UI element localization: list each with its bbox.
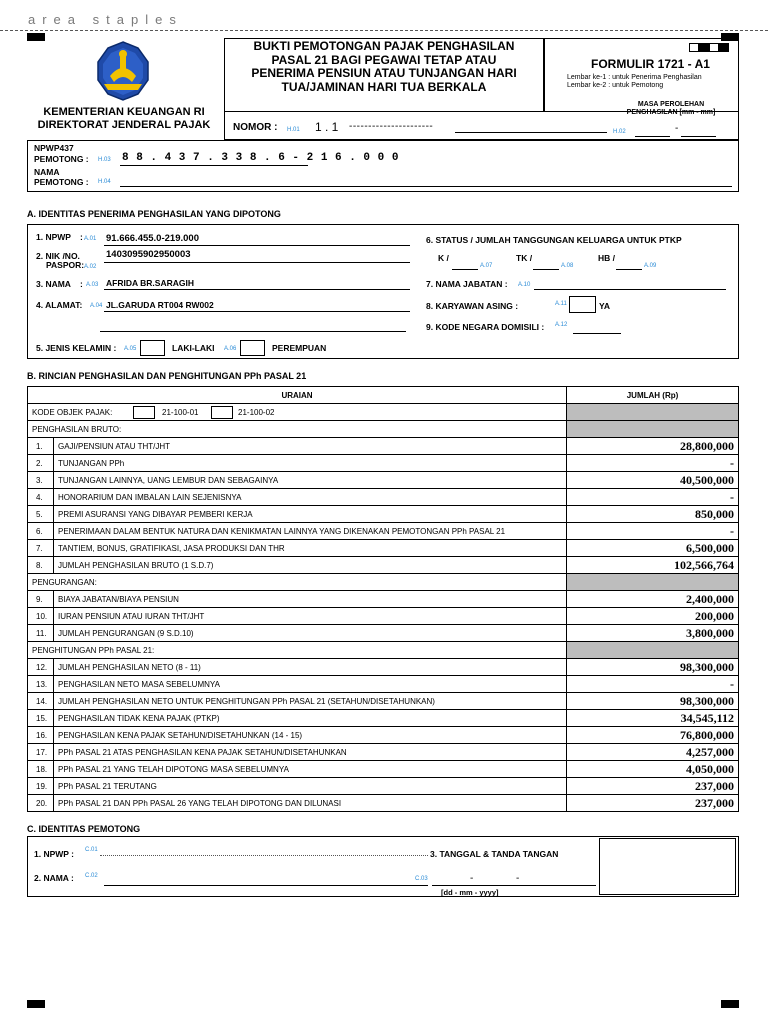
row-description: PENGHASILAN KENA PAJAK SETAHUN/DISETAHUNKAN (14 - 15)	[54, 727, 567, 744]
kode-objek-amount-cell	[567, 404, 739, 421]
penghitungan-title-row	[28, 642, 739, 659]
table-row	[28, 778, 739, 795]
kode-2-checkbox[interactable]	[211, 406, 233, 419]
row-description: PPh PASAL 21 DAN PPh PASAL 26 YANG TELAH DIPOTONG DAN DILUNASI	[54, 795, 567, 812]
row-description: PPh PASAL 21 TERUTANG	[54, 778, 567, 795]
negara-domisili-code: A.12	[555, 322, 568, 328]
table-row	[28, 506, 739, 523]
row-description: JUMLAH PENGHASILAN BRUTO (1 S.D.7)	[54, 557, 567, 574]
form-title-line-4: TUA/JAMINAN HARI TUA BERKALA	[281, 79, 487, 94]
row-amount[interactable]: 200,000	[567, 608, 739, 625]
table-row	[28, 472, 739, 489]
nomor-input-line[interactable]	[455, 132, 607, 133]
row-number: 8.	[28, 557, 54, 574]
top-cut-line	[0, 30, 768, 31]
nik-code: A.02	[84, 264, 97, 270]
row-amount[interactable]: -	[567, 523, 739, 540]
table-row	[28, 540, 739, 557]
row-amount[interactable]: -	[567, 676, 739, 693]
npwp-pemotong-label: NPWP437	[34, 143, 74, 153]
nik-value: 1403095902950003	[106, 249, 191, 260]
nik-label: 2. NIK /NO.	[36, 251, 80, 261]
masa-perolehan-label: MASA PEROLEHAN	[637, 101, 705, 108]
nama-pemotong-label-2: PEMOTONG :	[34, 177, 89, 187]
corner-mark-top-left	[27, 33, 45, 41]
karyawan-asing-checkbox[interactable]	[569, 296, 596, 313]
row-amount[interactable]: 4,050,000	[567, 761, 739, 778]
row-description: GAJI/PENSIUN ATAU THT/JHT	[54, 438, 567, 455]
masa-from-line[interactable]	[635, 136, 670, 137]
row-number: 2.	[28, 455, 54, 472]
signature-box[interactable]	[599, 838, 736, 895]
laki-laki-checkbox[interactable]	[140, 340, 165, 356]
row-number: 19.	[28, 778, 54, 795]
row-amount[interactable]: 3,800,000	[567, 625, 739, 642]
npwp-penerima-underline	[104, 245, 410, 246]
section-a-title: A. IDENTITAS PENERIMA PENGHASILAN YANG DIPOTONG	[27, 209, 281, 219]
directorate-name: DIREKTORAT JENDERAL PAJAK	[37, 119, 211, 131]
row-description: PREMI ASURANSI YANG DIBAYAR PEMBERI KERJA	[54, 506, 567, 523]
form-number: FORMULIR 1721 - A1	[591, 57, 710, 71]
corner-mark-bottom-right	[721, 1000, 739, 1008]
nama-penerima-value: AFRIDA BR.SARAGIH	[106, 278, 194, 288]
row-amount[interactable]: 98,300,000	[567, 693, 739, 710]
row-amount[interactable]: 850,000	[567, 506, 739, 523]
row-amount[interactable]: 76,800,000	[567, 727, 739, 744]
table-row	[28, 744, 739, 761]
alamat-code: A.04	[90, 303, 103, 309]
row-number: 3.	[28, 472, 54, 489]
masa-to-line[interactable]	[681, 136, 716, 137]
row-number: 5.	[28, 506, 54, 523]
table-row	[28, 625, 739, 642]
nik-underline	[104, 262, 410, 263]
masa-penghasilan-label: PENGHASILAN [mm - mm]	[626, 109, 716, 116]
section-c-title: C. IDENTITAS PEMOTONG	[27, 824, 141, 834]
row-amount[interactable]: 34,545,112	[567, 710, 739, 727]
perempuan-checkbox[interactable]	[240, 340, 265, 356]
karyawan-asing-code: A.11	[555, 301, 567, 307]
kode-1-checkbox[interactable]	[133, 406, 155, 419]
row-amount[interactable]: -	[567, 455, 739, 472]
nama-penerima-code: A.03	[86, 282, 99, 288]
row-description: PENERIMAAN DALAM BENTUK NATURA DAN KENIKMATAN LAINNYA YANG DIKENAKAN PEMOTONGAN PPh PASAL 21	[54, 523, 567, 540]
form-title-line-2: PASAL 21 BAGI PEGAWAI TETAP ATAU	[271, 52, 497, 67]
nama-penerima-underline	[104, 289, 410, 290]
penghasilan-bruto-title: PENGHASILAN BRUTO:	[28, 421, 567, 438]
table-row	[28, 608, 739, 625]
tanggal-ttd-label: 3. TANGGAL & TANDA TANGAN	[430, 849, 559, 859]
table-row	[28, 557, 739, 574]
npwp-penerima-colon: :	[80, 232, 83, 242]
nomor-prefix: 1 . 1	[315, 120, 339, 134]
k-code: A.07	[480, 263, 493, 269]
row-description: PENGHASILAN NETO MASA SEBELUMNYA	[54, 676, 567, 693]
perempuan-label: PEREMPUAN	[272, 343, 327, 353]
nama-pemotong-c-field[interactable]	[104, 885, 428, 886]
alamat-underline-2[interactable]	[100, 331, 406, 332]
row-number: 16.	[28, 727, 54, 744]
row-number: 7.	[28, 540, 54, 557]
col-jumlah-header: JUMLAH (Rp)	[567, 387, 739, 404]
kode-1-label: 21-100-01	[162, 408, 199, 417]
table-row	[28, 710, 739, 727]
alamat-label: 4. ALAMAT:	[36, 300, 83, 310]
penghitungan-title: PENGHITUNGAN PPh PASAL 21:	[28, 642, 567, 659]
row-number: 18.	[28, 761, 54, 778]
jabatan-code: A.10	[518, 282, 531, 288]
penghitungan-title-amount-cell	[567, 642, 739, 659]
row-amount[interactable]: 2,400,000	[567, 591, 739, 608]
penghasilan-bruto-title-row	[28, 421, 739, 438]
lembar-2-note: Lembar ke-2 : untuk Pemotong	[567, 82, 664, 89]
row-number: 17.	[28, 744, 54, 761]
row-amount[interactable]: 4,257,000	[567, 744, 739, 761]
nama-penerima-colon: :	[80, 279, 83, 289]
npwp-pemotong-c-code: C.01	[85, 847, 98, 853]
row-number: 12.	[28, 659, 54, 676]
row-amount[interactable]: 6,500,000	[567, 540, 739, 557]
table-row	[28, 489, 739, 506]
row-description: PPh PASAL 21 ATAS PENGHASILAN KENA PAJAK SETAHUN/DISETAHUNKAN	[54, 744, 567, 761]
npwp-pemotong-code: H.03	[98, 157, 111, 163]
nama-pemotong-label: NAMA	[34, 167, 60, 177]
nama-pemotong-c-label: 2. NAMA :	[34, 873, 74, 883]
row-amount[interactable]: -	[567, 489, 739, 506]
row-description: PPh PASAL 21 YANG TELAH DIPOTONG MASA SEBELUMNYA	[54, 761, 567, 778]
row-description: HONORARIUM DAN IMBALAN LAIN SEJENISNYA	[54, 489, 567, 506]
tanggal-code: C.03	[415, 876, 428, 882]
row-description: JUMLAH PENGURANGAN (9 S.D.10)	[54, 625, 567, 642]
row-number: 11.	[28, 625, 54, 642]
tanggal-field[interactable]	[432, 885, 596, 886]
row-amount[interactable]: 237,000	[567, 778, 739, 795]
row-amount[interactable]: 98,300,000	[567, 659, 739, 676]
table-row	[28, 761, 739, 778]
laki-laki-label: LAKI-LAKI	[172, 343, 215, 353]
pengurangan-title: PENGURANGAN:	[28, 574, 567, 591]
jk-code-2: A.06	[224, 346, 237, 352]
section-a-box	[27, 224, 739, 359]
row-description: TUNJANGAN PPh	[54, 455, 567, 472]
form-id-box	[544, 38, 739, 116]
k-field[interactable]	[452, 269, 478, 270]
tk-field[interactable]	[533, 269, 559, 270]
row-number: 9.	[28, 591, 54, 608]
section-b-title: B. RINCIAN PENGHASILAN DAN PENGHITUNGAN PPh PASAL 21	[27, 371, 307, 381]
nomor-label: NOMOR :	[233, 122, 278, 133]
k-label: K /	[438, 253, 449, 263]
table-row	[28, 523, 739, 540]
area-staples-label: area staples	[28, 12, 183, 27]
pengurangan-title-row	[28, 574, 739, 591]
hb-field[interactable]	[616, 269, 642, 270]
ya-label: YA	[599, 301, 611, 311]
kode-objek-label: KODE OBJEK PAJAK:	[32, 407, 113, 417]
npwp-pemotong-c-label: 1. NPWP :	[34, 849, 74, 859]
col-uraian-header: URAIAN	[28, 387, 567, 404]
npwp-penerima-value: 91.666.455.0-219.000	[106, 233, 199, 244]
alamat-underline-1	[104, 311, 410, 312]
table-row	[28, 438, 739, 455]
section-c-box	[27, 836, 739, 897]
row-number: 1.	[28, 438, 54, 455]
table-row	[28, 727, 739, 744]
form-marker-squares	[689, 43, 729, 54]
table-row	[28, 659, 739, 676]
title-box	[224, 38, 544, 111]
jenis-kelamin-label: 5. JENIS KELAMIN :	[36, 343, 117, 353]
nama-pemotong-c-code: C.02	[85, 873, 98, 879]
form-title-line-1: BUKTI PEMOTONGAN PAJAK PENGHASILAN	[253, 39, 515, 53]
date-sep-1: -	[470, 873, 474, 884]
row-description: TUNJANGAN LAINNYA, UANG LEMBUR DAN SEBAGAINYA	[54, 472, 567, 489]
penghasilan-bruto-title-amount-cell	[567, 421, 739, 438]
jabatan-field[interactable]	[534, 289, 726, 290]
npwp-pemotong-c-field[interactable]	[100, 855, 428, 856]
nama-pemotong-field[interactable]	[120, 186, 732, 187]
row-amount[interactable]: 237,000	[567, 795, 739, 812]
nomor-code: H.01	[287, 127, 300, 133]
pengurangan-title-amount-cell	[567, 574, 739, 591]
row-description: JUMLAH PENGHASILAN NETO (8 - 11)	[54, 659, 567, 676]
row-amount[interactable]: 102,566,764	[567, 557, 739, 574]
row-number: 20.	[28, 795, 54, 812]
row-amount[interactable]: 40,500,000	[567, 472, 739, 489]
table-row	[28, 693, 739, 710]
table-row	[28, 795, 739, 812]
nama-penerima-label: 3. NAMA	[36, 279, 71, 289]
row-description: PENGHASILAN TIDAK KENA PAJAK (PTKP)	[54, 710, 567, 727]
kode-objek-row	[28, 404, 739, 421]
paspor-label: PASPOR:	[46, 260, 85, 270]
table-row	[28, 591, 739, 608]
kemenkeu-logo	[90, 40, 156, 102]
date-sep-2: -	[516, 873, 520, 884]
masa-code: H.02	[613, 129, 626, 135]
negara-domisili-field[interactable]	[573, 333, 621, 334]
masa-separator: -	[675, 123, 679, 134]
table-row	[28, 455, 739, 472]
nama-pemotong-code: H.04	[98, 179, 111, 185]
row-description: BIAYA JABATAN/BIAYA PENSIUN	[54, 591, 567, 608]
row-amount[interactable]: 28,800,000	[567, 438, 739, 455]
form-title-line-3: PENERIMA PENSIUN ATAU TUNJANGAN HARI	[251, 66, 517, 80]
row-description: JUMLAH PENGHASILAN NETO UNTUK PENGHITUNGAN PPh PASAL 21 (SETAHUN/DISETAHUNKAN)	[54, 693, 567, 710]
pemotong-box	[27, 140, 739, 192]
lembar-1-note: Lembar ke-1 : untuk Penerima Penghasilan	[567, 74, 702, 81]
karyawan-asing-label: 8. KARYAWAN ASING :	[426, 301, 519, 311]
alamat-value: JL.GARUDA RT004 RW002	[106, 300, 214, 310]
row-description: IURAN PENSIUN ATAU IURAN THT/JHT	[54, 608, 567, 625]
row-number: 13.	[28, 676, 54, 693]
jabatan-label: 7. NAMA JABATAN :	[426, 279, 508, 289]
kode-2-label: 21-100-02	[238, 408, 275, 417]
ministry-name: KEMENTERIAN KEUANGAN RI	[43, 106, 205, 118]
row-number: 14.	[28, 693, 54, 710]
date-format-hint: [dd - mm - yyyy]	[441, 888, 499, 897]
nomor-dashes: ----------------------	[349, 121, 434, 132]
tk-label: TK /	[516, 253, 533, 263]
negara-domisili-label: 9. KODE NEGARA DOMISILI :	[426, 322, 545, 332]
status-ptkp-label: 6. STATUS / JUMLAH TANGGUNGAN KELUARGA UNTUK PTKP	[426, 235, 682, 245]
row-description: TANTIEM, BONUS, GRATIFIKASI, JASA PRODUKSI DAN THR	[54, 540, 567, 557]
rincian-table	[27, 386, 739, 812]
pemotong-label: PEMOTONG :	[34, 154, 89, 164]
row-number: 4.	[28, 489, 54, 506]
npwp-pemotong-underline	[120, 165, 308, 166]
npwp-pemotong-value: 8 8 . 4 3 7 . 3 3 8 . 6 - 2 1 6 . 0 0 0	[122, 152, 399, 164]
npwp-penerima-code: A.01	[84, 236, 97, 242]
jk-code-1: A.05	[124, 346, 137, 352]
table-header-row	[28, 387, 739, 404]
hb-label: HB /	[598, 253, 615, 263]
row-number: 6.	[28, 523, 54, 540]
table-row	[28, 676, 739, 693]
hb-code: A.09	[644, 263, 657, 269]
row-number: 15.	[28, 710, 54, 727]
npwp-penerima-label: 1. NPWP	[36, 232, 71, 242]
tk-code: A.08	[561, 263, 574, 269]
row-number: 10.	[28, 608, 54, 625]
corner-mark-bottom-left	[27, 1000, 45, 1008]
